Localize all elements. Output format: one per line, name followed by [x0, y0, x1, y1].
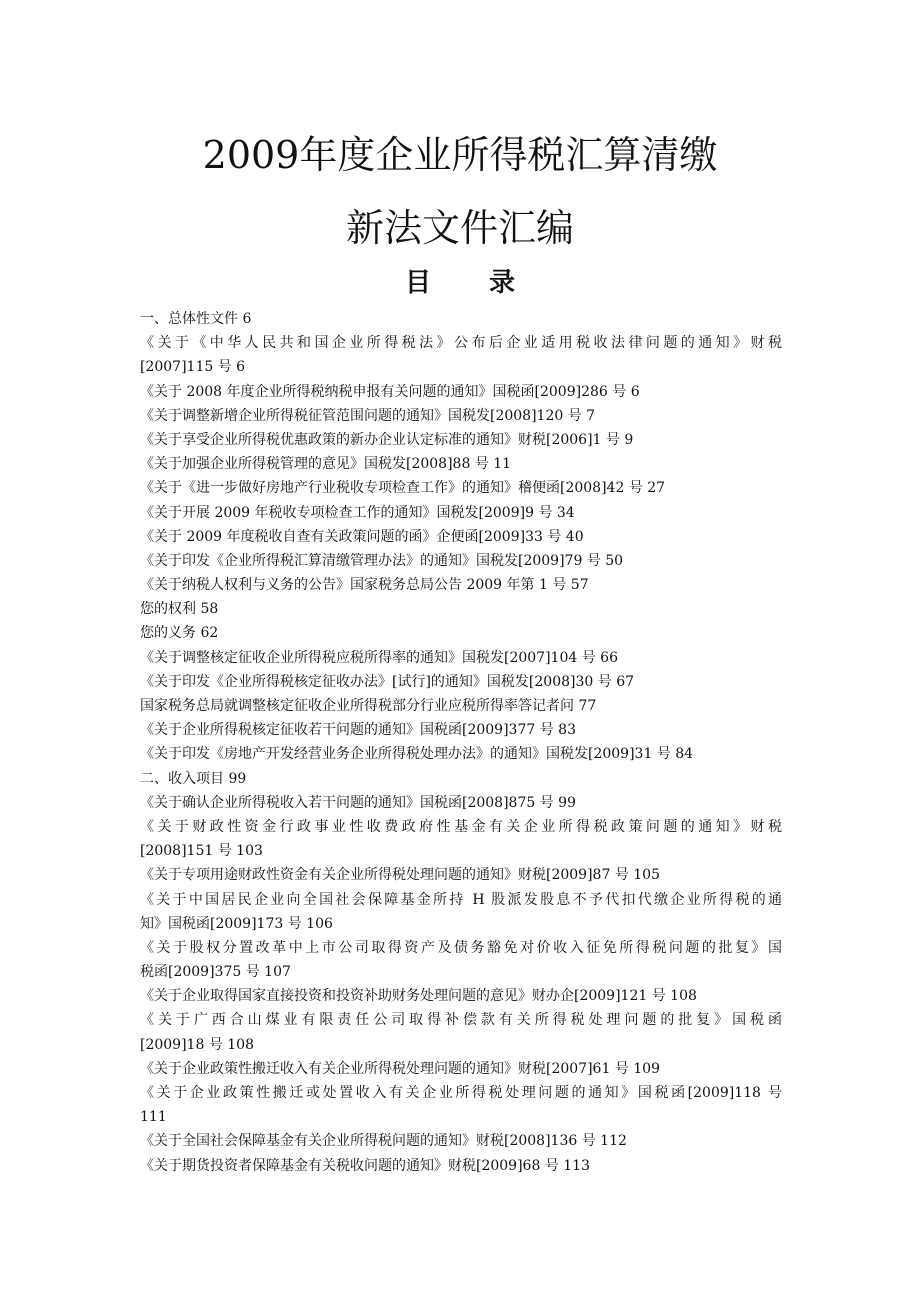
toc-heading: 目录	[404, 268, 573, 298]
toc-entry: 《关于《进一步做好房地产行业税收专项检查工作》的通知》稽便函[2008]42 号 27	[140, 480, 666, 497]
toc-entry: 《关于开展 2009 年税收专项检查工作的通知》国税发[2009]9 号 34	[140, 504, 575, 521]
toc-entry: 《关于印发《房地产开发经营业务企业所得税处理办法》的通知》国税发[2009]31 号 84	[140, 746, 694, 763]
toc-entry: 《关于企业政策性搬迁或处置收入有关企业所得税处理问题的通知》国税函[2009]118 号	[140, 1085, 782, 1101]
toc-entry: 《关于财政性资金行政事业性收费政府性基金有关企业所得税政策问题的通知》财税	[140, 818, 782, 835]
toc-entry: 《关于纳税人权利与义务的公告》国家税务总局公告 2009 年第 1 号 57	[140, 577, 589, 594]
toc-entry-continuation: 111	[140, 1109, 167, 1126]
toc-entry-continuation: 知》国税函[2009]173 号 106	[140, 915, 333, 932]
toc-entry: 《关于确认企业所得税收入若干问题的通知》国税函[2008]875 号 99	[140, 794, 576, 811]
document-title-line-2: 新法文件汇编	[345, 206, 574, 250]
toc-entry-continuation: [2008]151 号 103	[140, 843, 263, 860]
toc-entry: 《关于企业所得税核定征收若干问题的通知》国税函[2009]377 号 83	[140, 722, 576, 739]
toc-entry: 《关于加强企业所得税管理的意见》国税发[2008]88 号 11	[140, 456, 512, 473]
toc-entry-continuation: [2009]18 号 108	[140, 1036, 254, 1053]
toc-entry: 《关于印发《企业所得税核定征收办法》[试行]的通知》国税发[2008]30 号 67	[140, 673, 635, 690]
toc-entry-continuation: 税函[2009]375 号 107	[140, 964, 291, 981]
toc-entry: 《关于专项用途财政性资金有关企业所得税处理问题的通知》财税[2009]87 号 105	[140, 867, 660, 884]
toc-entry: 《关于期货投资者保障基金有关税收问题的通知》财税[2009]68 号 113	[140, 1157, 590, 1174]
toc-entry: 您的权利 58	[140, 601, 219, 618]
toc-entry: 《关于企业政策性搬迁收入有关企业所得税处理问题的通知》财税[2007]61 号 109	[140, 1060, 660, 1077]
toc-entry: 您的义务 62	[140, 625, 219, 642]
toc-entry: 《关于《中华人民共和国企业所得税法》公布后企业适用税收法律问题的通知》财税	[140, 335, 782, 352]
toc-entry: 《关于调整新增企业所得税征管范围问题的通知》国税发[2008]120 号 7	[140, 407, 596, 424]
toc-entry: 国家税务总局就调整核定征收企业所得税部分行业应税所得率答记者问 77	[140, 698, 597, 714]
toc-section-heading: 二、收入项目 99	[140, 770, 247, 787]
toc-entry: 《关于调整核定征收企业所得税应税所得率的通知》国税发[2007]104 号 66	[140, 649, 618, 666]
toc-section-heading: 一、总体性文件 6	[140, 311, 252, 327]
toc-entry: 《关于全国社会保障基金有关企业所得税问题的通知》财税[2008]136 号 112	[140, 1133, 627, 1150]
toc-entry: 《关于印发《企业所得税汇算清缴管理办法》的通知》国税发[2009]79 号 50	[140, 552, 624, 569]
toc-entry: 《关于广西合山煤业有限责任公司取得补偿款有关所得税处理问题的批复》国税函	[140, 1012, 782, 1029]
document-title-line-1: 2009年度企业所得税汇算清缴	[202, 133, 718, 177]
toc-entry: 《关于企业取得国家直接投资和投资补助财务处理问题的意见》财办企[2009]121 号 108	[140, 988, 697, 1005]
toc-entry: 《关于中国居民企业向全国社会保障基金所持 H 股派发股息不予代扣代缴企业所得税的通	[140, 891, 782, 908]
toc-entry-continuation: [2007]115 号 6	[140, 359, 246, 376]
toc-entry: 《关于享受企业所得税优惠政策的新办企业认定标准的通知》财税[2006]1 号 9	[140, 431, 634, 448]
toc-entry: 《关于 2009 年度税收自查有关政策问题的函》企便函[2009]33 号 40	[140, 528, 584, 545]
table-of-contents	[140, 307, 782, 1178]
toc-entry: 《关于 2008 年度企业所得税纳税申报有关问题的通知》国税函[2009]286 号 6	[140, 383, 640, 400]
toc-entry: 《关于股权分置改革中上市公司取得资产及债务豁免对价收入征免所得税问题的批复》国	[140, 939, 782, 956]
